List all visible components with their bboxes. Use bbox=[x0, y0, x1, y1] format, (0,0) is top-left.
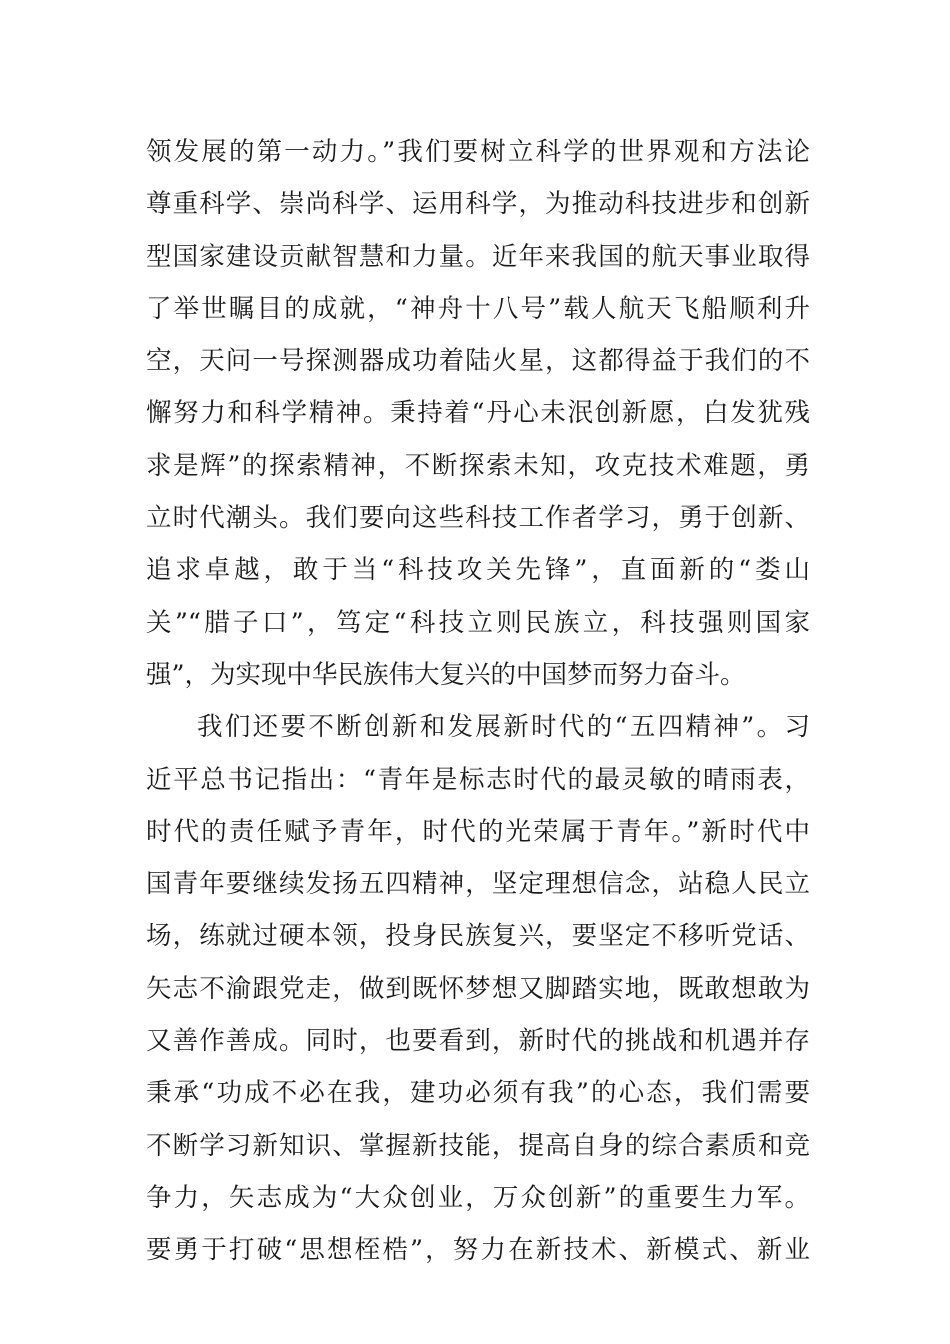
text-line: 尊重科学、崇尚科学、运用科学，为推动科技进步和创新 bbox=[146, 189, 810, 220]
text-line: 秉承“功成不必在我，建功必须有我”的心态，我们需要 bbox=[146, 1078, 810, 1109]
body-text bbox=[146, 126, 810, 1277]
text-line: 不断学习新知识、掌握新技能，提高自身的综合素质和竞 bbox=[146, 1130, 810, 1161]
text-line: 领发展的第一动力。”我们要树立科学的世界观和方法论 bbox=[146, 137, 810, 167]
text-line: 场，练就过硬本领，投身民族复兴，要坚定不移听党话、 bbox=[146, 921, 810, 952]
paragraph-end-line: 强”，为实现中华民族伟大复兴的中国梦而努力奋斗。 bbox=[146, 659, 746, 690]
text-line: 了举世瞩目的成就，“神舟十八号”载人航天飞船顺利升 bbox=[146, 293, 810, 324]
text-line: 近平总书记指出：“青年是标志时代的最灵敏的晴雨表， bbox=[146, 764, 810, 795]
text-line: 时代的责任赋予青年，时代的光荣属于青年。”新时代中 bbox=[146, 816, 810, 847]
paragraph-first-line: 我们还要不断创新和发展新时代的“五四精神”。习 bbox=[197, 712, 810, 743]
text-line: 又善作善成。同时，也要看到，新时代的挑战和机遇并存 bbox=[146, 1026, 810, 1057]
text-line: 求是辉”的探索精神，不断探索未知，攻克技术难题，勇 bbox=[146, 450, 810, 481]
text-line: 立时代潮头。我们要向这些科技工作者学习，勇于创新、 bbox=[146, 503, 810, 534]
text-line: 矢志不渝跟党走，做到既怀梦想又脚踏实地，既敢想敢为 bbox=[146, 973, 810, 1004]
text-line: 要勇于打破“思想桎梏”，努力在新技术、新模式、新业 bbox=[146, 1235, 810, 1266]
text-line: 懈努力和科学精神。秉持着“丹心未泯创新愿，白发犹残 bbox=[146, 398, 810, 429]
text-line: 型国家建设贡献智慧和力量。近年来我国的航天事业取得 bbox=[146, 241, 810, 272]
text-line: 争力，矢志成为“大众创业，万众创新”的重要生力军。 bbox=[146, 1182, 810, 1213]
text-line: 追求卓越，敢于当“科技攻关先锋”，直面新的“娄山 bbox=[146, 555, 810, 586]
text-line: 国青年要继续发扬五四精神，坚定理想信念，站稳人民立 bbox=[146, 869, 810, 900]
text-line: 关”“腊子口”，笃定“科技立则民族立，科技强则国家 bbox=[146, 607, 810, 638]
text-line: 空，天问一号探测器成功着陆火星，这都得益于我们的不 bbox=[146, 346, 810, 377]
